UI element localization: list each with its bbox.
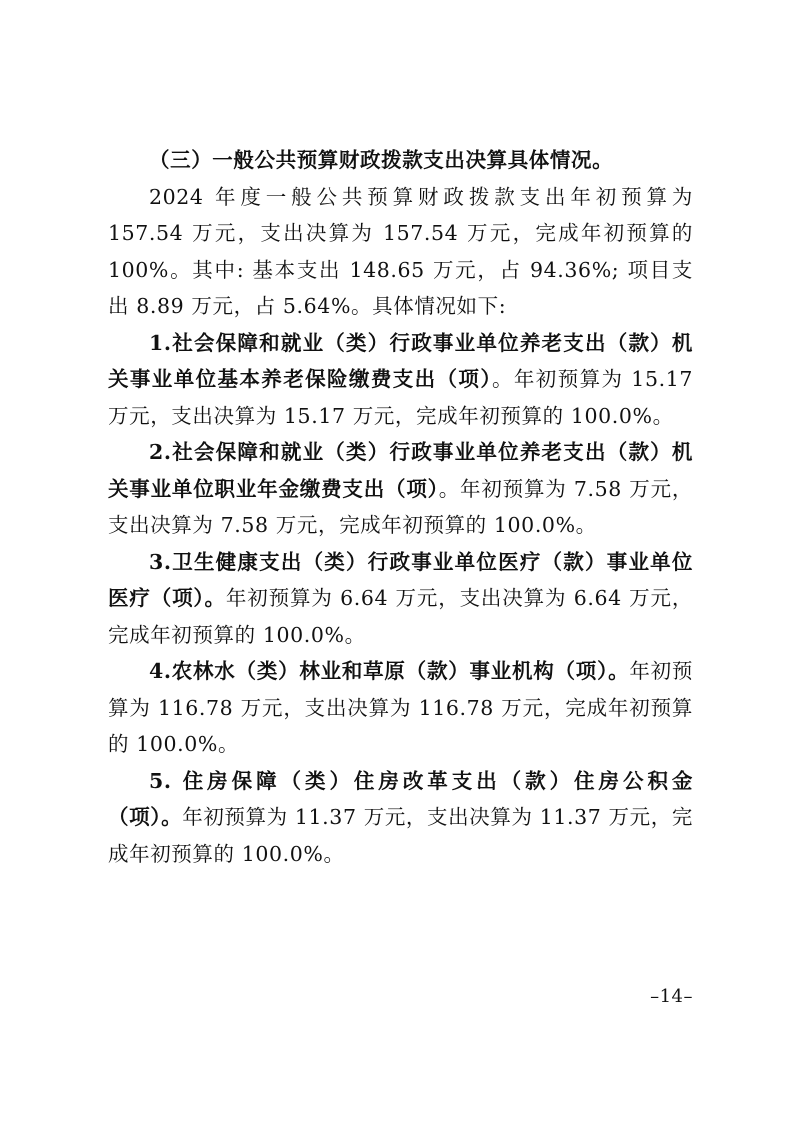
- list-item-3: [108, 544, 693, 654]
- list-item-detail: 。年初预算为 15.17 万元，支出决算为 15.17 万元，完成年初预算的 100.0%。: [108, 367, 693, 428]
- list-item-5: [108, 763, 693, 873]
- section-heading: （三）一般公共预算财政拨款支出决算具体情况。: [149, 148, 614, 172]
- section-summary: 2024 年度一般公共预算财政拨款支出年初预算为 157.54 万元，支出决算为 157.54 万元，完成年初预算的 100%。其中: 基本支出 148.65 万元，占 94.36%; 项目支出 8.89 万元，占 5.64%。具体情况如下:: [108, 184, 693, 318]
- list-item-4: [108, 653, 693, 763]
- list-item-title: 1.社会保障和就业（类）行政事业单位养老支出（款）机关事业单位基本养老保险缴费支出（项）: [108, 330, 693, 391]
- list-item-title: 5. 住房保障（类）住房改革支出（款）住房公积金（项）。: [108, 768, 693, 829]
- list-item-detail: 年初预算为 116.78 万元，支出决算为 116.78 万元，完成年初预算的 100.0%。: [108, 659, 693, 756]
- list-item-title: 4.农林水（类）林业和草原（款）事业机构（项）。: [149, 659, 630, 683]
- page-number: –14–: [650, 986, 693, 1007]
- list-item-detail: 年初预算为 6.64 万元，支出决算为 6.64 万元，完成年初预算的 100.0%。: [108, 586, 693, 647]
- list-item-2: [108, 434, 693, 544]
- list-item-detail: 。年初预算为 7.58 万元，支出决算为 7.58 万元，完成年初预算的 100.0%。: [108, 476, 693, 537]
- list-item-detail: 年初预算为 11.37 万元，支出决算为 11.37 万元，完成年初预算的 100.0%。: [108, 805, 693, 866]
- list-item-title: 2.社会保障和就业（类）行政事业单位养老支出（款）机关事业单位职业年金缴费支出（项）: [108, 440, 693, 501]
- list-item-1: [108, 325, 693, 435]
- page-content: [108, 142, 693, 872]
- list-item-title: 3.卫生健康支出（类）行政事业单位医疗（款）事业单位医疗（项）。: [108, 549, 693, 610]
